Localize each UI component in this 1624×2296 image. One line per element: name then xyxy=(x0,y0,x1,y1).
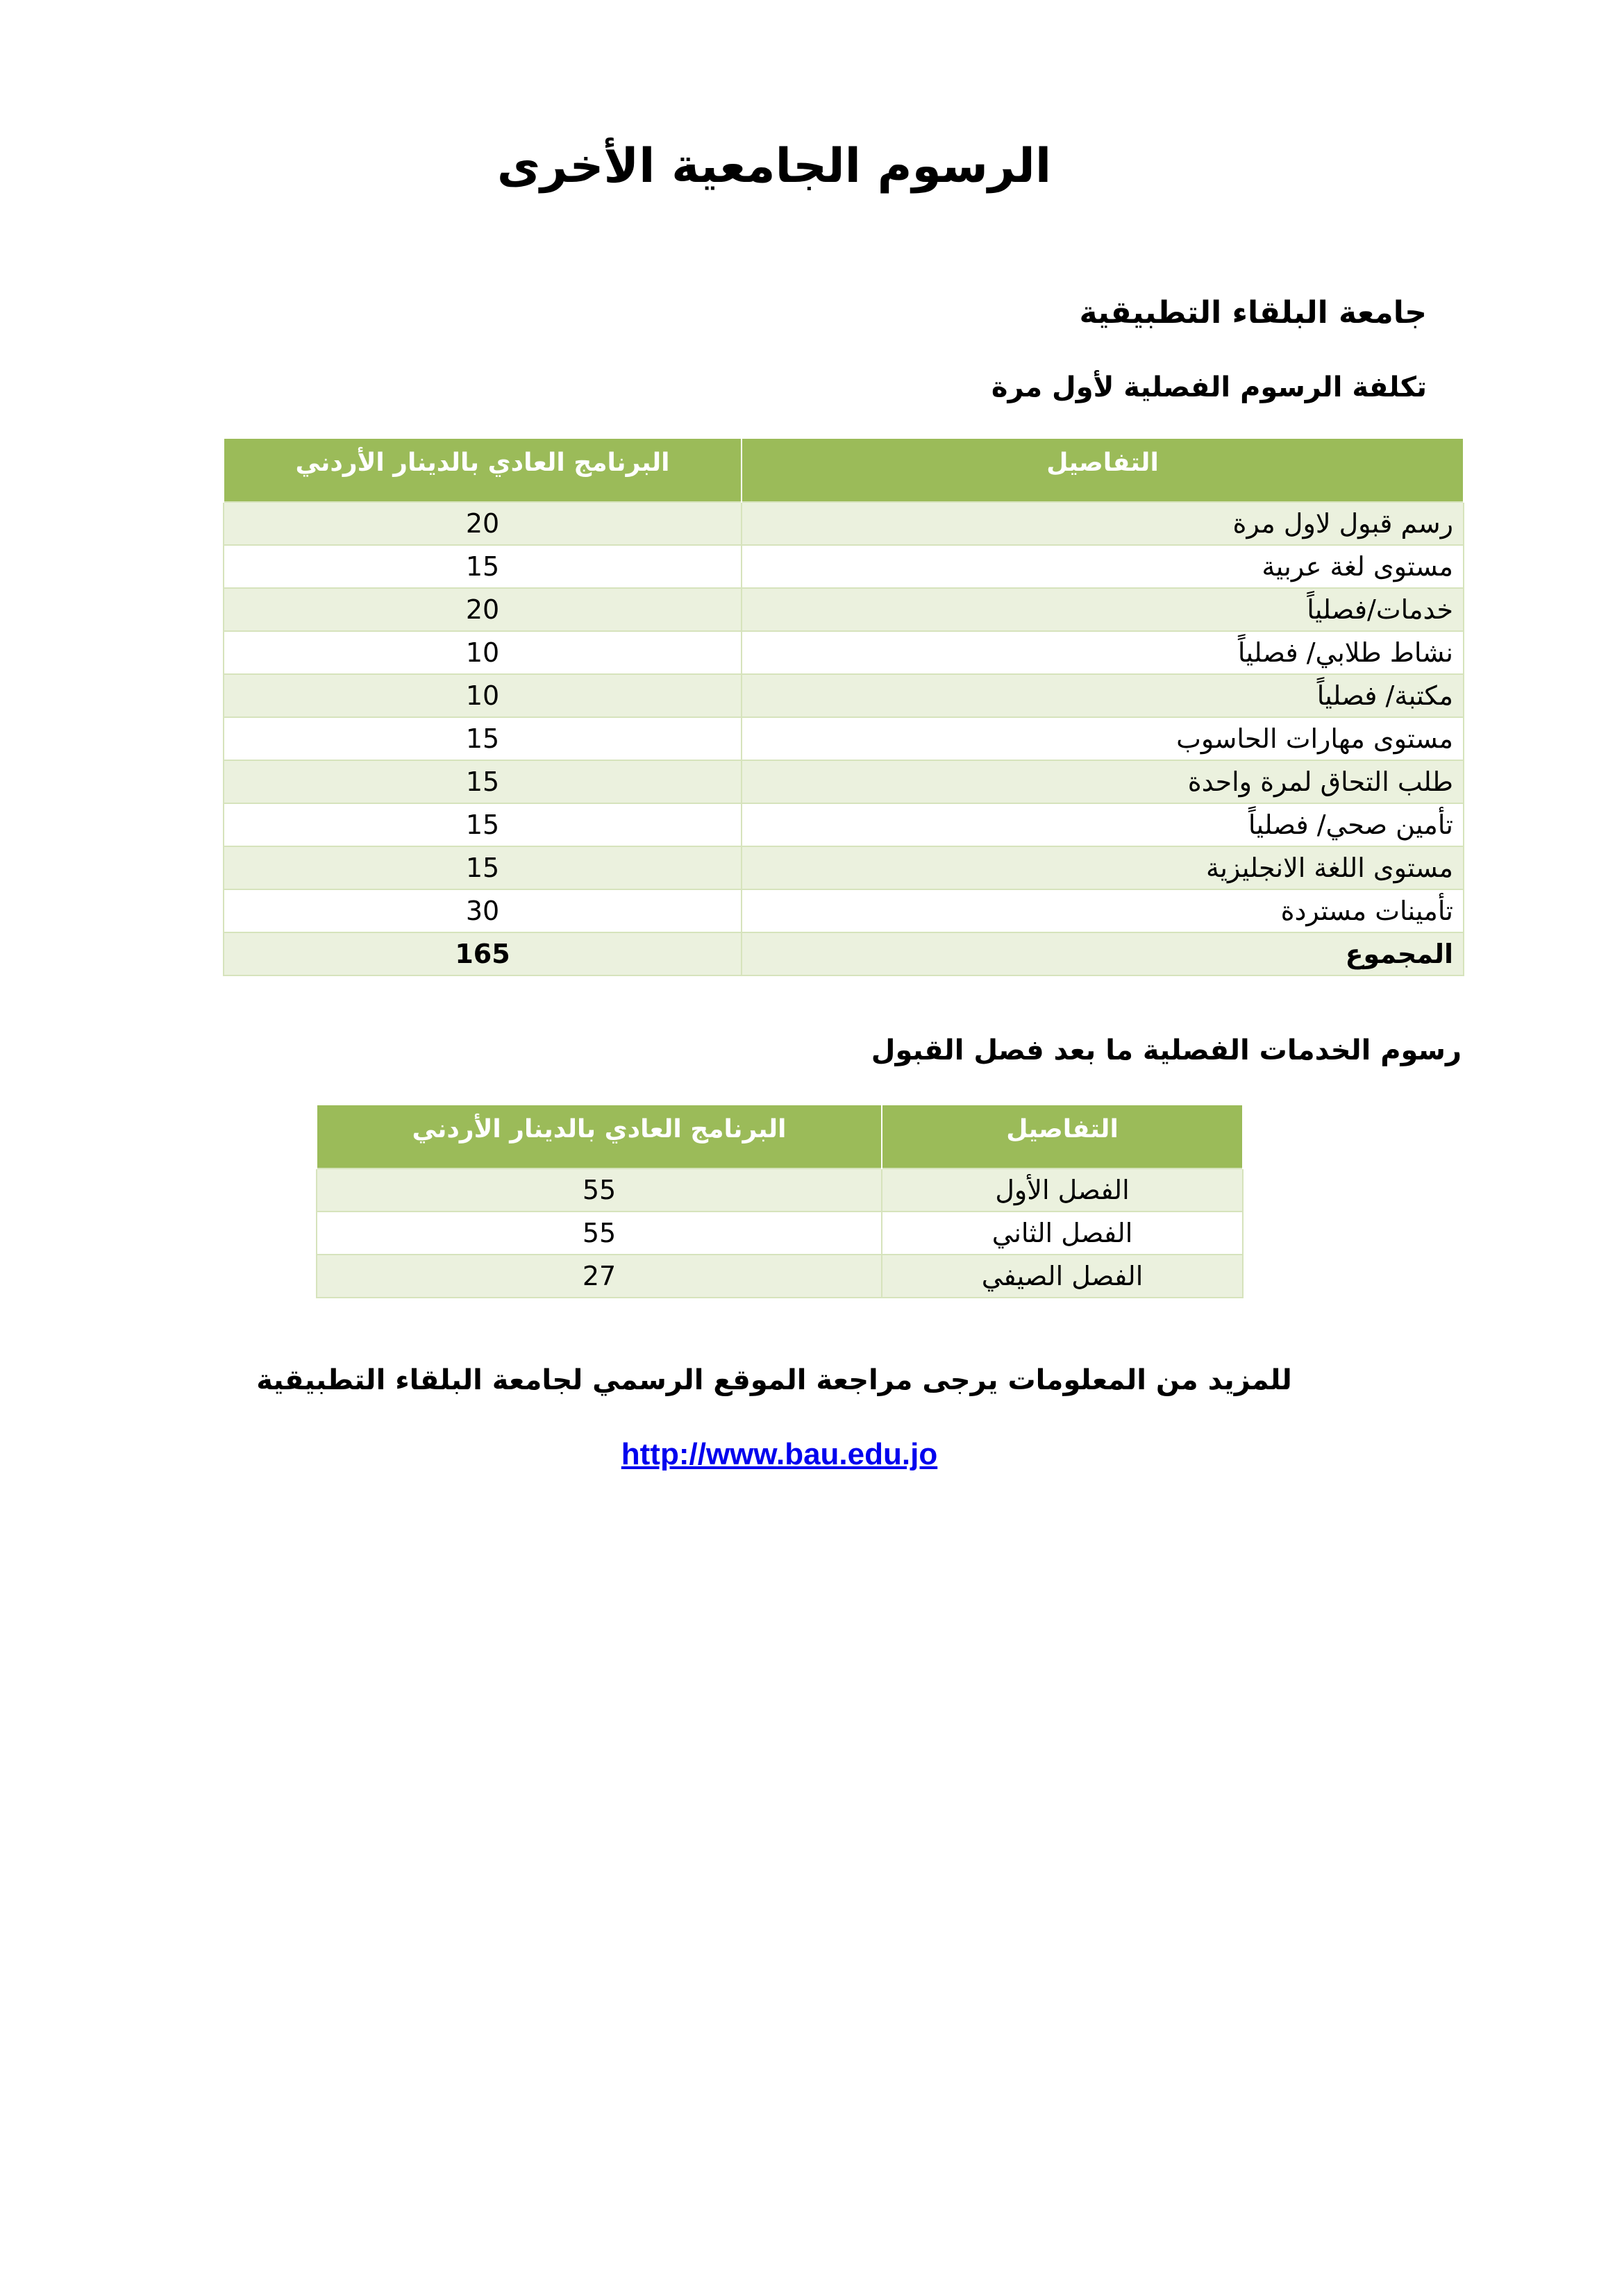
value-cell: 15 xyxy=(224,846,742,889)
table-row xyxy=(224,545,1464,588)
details-column-header: التفاصيل xyxy=(882,1105,1243,1168)
detail-cell: الفصل الثاني xyxy=(882,1212,1243,1255)
value-cell: 15 xyxy=(224,760,742,803)
table-header-row xyxy=(317,1105,1243,1168)
university-name: جامعة البلقاء التطبيقية xyxy=(1079,295,1427,330)
table-row xyxy=(224,502,1464,545)
detail-cell: رسم قبول لاول مرة xyxy=(742,502,1464,545)
detail-cell: مستوى اللغة الانجليزية xyxy=(742,846,1464,889)
value-cell: 30 xyxy=(224,889,742,932)
detail-cell: مستوى لغة عربية xyxy=(742,545,1464,588)
detail-cell: مستوى مهارات الحاسوب xyxy=(742,717,1464,760)
detail-cell: خدمات/فصلياً xyxy=(742,588,1464,631)
value-cell: 20 xyxy=(224,588,742,631)
total-label: المجموع xyxy=(742,932,1464,975)
table-row xyxy=(317,1255,1243,1298)
university-website-link[interactable]: http://www.bau.edu.jo xyxy=(621,1437,938,1471)
table-header-row xyxy=(224,438,1464,502)
value-column-header: البرنامج العادي بالدينار الأردني xyxy=(224,438,742,502)
detail-cell: الفصل الصيفي xyxy=(882,1255,1243,1298)
detail-cell: الفصل الأول xyxy=(882,1168,1243,1212)
table-row xyxy=(224,674,1464,717)
value-column-header: البرنامج العادي بالدينار الأردني xyxy=(317,1105,882,1168)
total-row xyxy=(224,932,1464,975)
table-row xyxy=(224,760,1464,803)
value-cell: 15 xyxy=(224,803,742,846)
table-row xyxy=(224,631,1464,674)
table-row xyxy=(317,1212,1243,1255)
value-cell: 55 xyxy=(317,1168,882,1212)
value-cell: 10 xyxy=(224,631,742,674)
detail-cell: طلب التحاق لمرة واحدة xyxy=(742,760,1464,803)
detail-cell: مكتبة/ فصلياً xyxy=(742,674,1464,717)
details-column-header: التفاصيل xyxy=(742,438,1464,502)
page-title: الرسوم الجامعية الأخرى xyxy=(496,139,1052,194)
first-time-fees-table xyxy=(223,437,1464,976)
value-cell: 15 xyxy=(224,717,742,760)
detail-cell: تأمين صحي/ فصلياً xyxy=(742,803,1464,846)
detail-cell: تأمينات مستردة xyxy=(742,889,1464,932)
table-row xyxy=(317,1168,1243,1212)
value-cell: 15 xyxy=(224,545,742,588)
table-row xyxy=(224,803,1464,846)
table-row xyxy=(224,588,1464,631)
value-cell: 55 xyxy=(317,1212,882,1255)
post-admission-fees-title: رسوم الخدمات الفصلية ما بعد فصل القبول xyxy=(871,1034,1462,1066)
table-row xyxy=(224,889,1464,932)
value-cell: 10 xyxy=(224,674,742,717)
table-row xyxy=(224,717,1464,760)
value-cell: 27 xyxy=(317,1255,882,1298)
first-time-fees-title: تكلفة الرسوم الفصلية لأول مرة xyxy=(991,371,1427,403)
table-row xyxy=(224,846,1464,889)
post-admission-fees-table xyxy=(316,1104,1244,1298)
value-cell: 20 xyxy=(224,502,742,545)
more-info-note: للمزيد من المعلومات يرجى مراجعة الموقع الرسمي لجامعة البلقاء التطبيقية xyxy=(256,1364,1292,1396)
total-value: 165 xyxy=(224,932,742,975)
detail-cell: نشاط طلابي/ فصلياً xyxy=(742,631,1464,674)
